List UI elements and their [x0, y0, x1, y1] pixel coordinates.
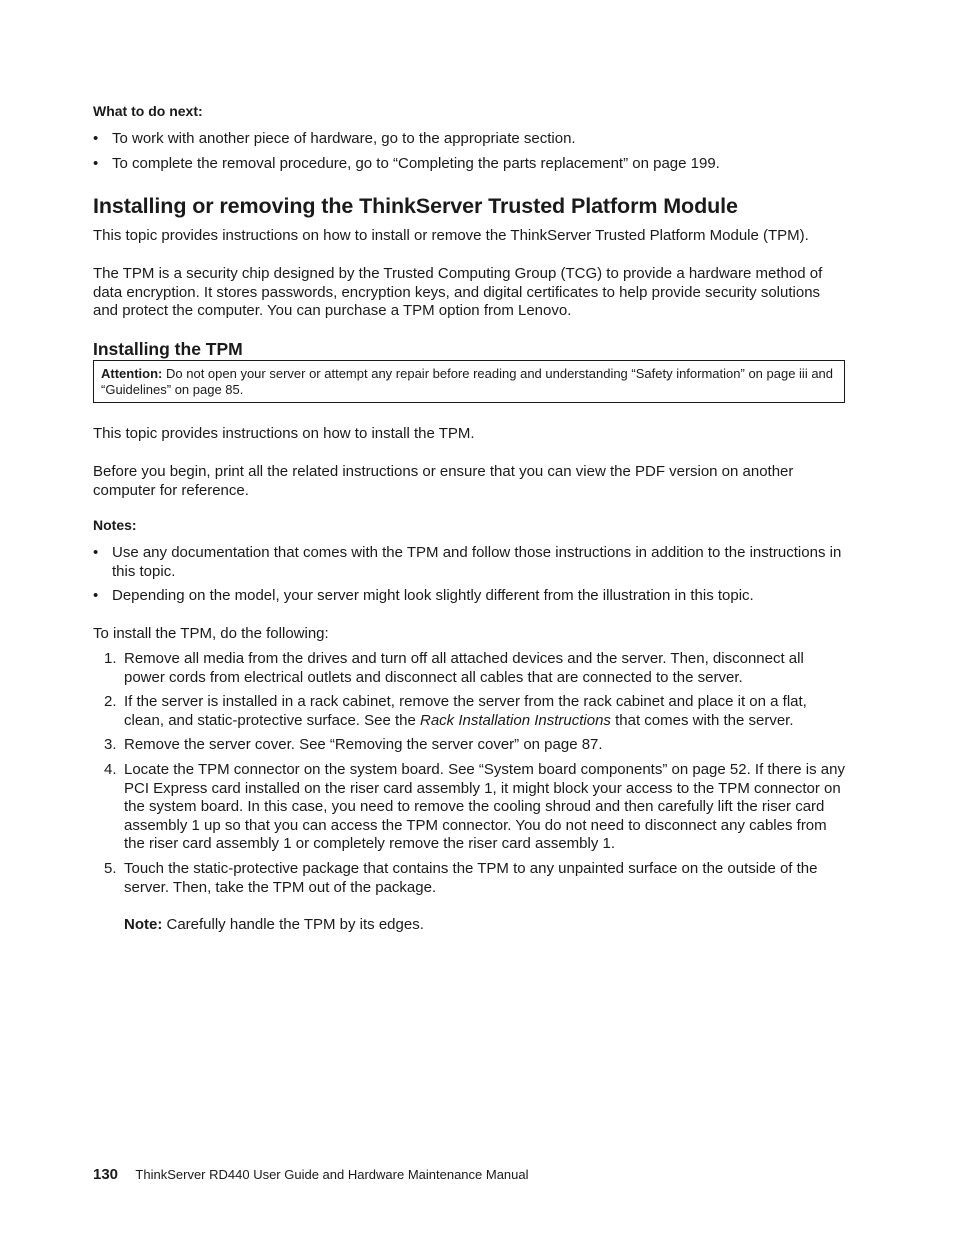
step-number: 2.: [104, 693, 117, 711]
step-text-part: that comes with the server.: [610, 711, 794, 729]
note-label: Note:: [124, 916, 163, 933]
subsection-title: Installing the TPM: [93, 339, 243, 359]
list-item: [93, 130, 845, 149]
bullet-icon: •: [93, 154, 99, 172]
step-number: 3.: [104, 736, 117, 754]
list-item-text: To complete the removal procedure, go to “Completing the parts replacement” on page 199.: [112, 154, 720, 172]
before-you-begin: Before you begin, print all the related instructions or ensure that you can view the PDF version on another computer for reference.: [93, 463, 794, 499]
subsection-intro: This topic provides instructions on how to install the TPM.: [93, 425, 475, 442]
section-intro: This topic provides instructions on how to install or remove the ThinkServer Trusted Platform Module (TPM).: [93, 227, 809, 244]
step-number: 4.: [104, 760, 117, 778]
list-item: [93, 860, 845, 897]
list-item: [93, 693, 845, 730]
section-description: The TPM is a security chip designed by the Trusted Computing Group (TCG) to provide a hardware method of data encryption. It stores passwords, encryption keys, and digital certificates to help provide security solutions and protect the computer. You can purchase a TPM option from Lenovo.: [93, 265, 823, 320]
step-number: 1.: [104, 650, 117, 667]
notes-list: [93, 544, 845, 606]
list-item: [93, 736, 845, 755]
attention-text: Do not open your server or attempt any repair before reading and understanding “Safety information” on page iii and “Guidelines” on page 85.: [101, 366, 834, 397]
step-text: Remove the server cover. See “Removing the server cover” on page 87.: [124, 736, 603, 754]
note-text: Carefully handle the TPM by its edges.: [166, 916, 424, 933]
step-text-part: If the server is installed in a rack cabinet, remove the server from the rack cabinet and place it on a flat, clean, and static-protective surface. See the: [124, 693, 807, 729]
list-item: [93, 544, 845, 581]
steps-intro: To install the TPM, do the following:: [93, 625, 329, 642]
step-text: Locate the TPM connector on the system board. See “System board components” on page 52. If there is any PCI Express card installed on the riser card assembly 1, it might block your access to the TPM connector on the system board. In this case, you need to remove the cooling shroud and then carefully lift the riser card assembly 1 up so that you can access the TPM connector. You do not need to disconnect any cables from the riser card assembly 1 or completely remove the riser card assembly 1.: [124, 760, 845, 853]
attention-label: Attention:: [101, 366, 163, 381]
page-number: 130: [93, 1166, 119, 1183]
step-text: Remove all media from the drives and turn off all attached devices and the server. Then, disconnect all power cords from electrical outlets and disconnect all cables that are connected to the server.: [124, 650, 804, 686]
bullet-icon: •: [93, 587, 99, 605]
list-item-text: Depending on the model, your server might look slightly different from the illustration in this topic.: [112, 587, 754, 605]
page-footer: [93, 1166, 529, 1184]
section-title: Installing or removing the ThinkServer Trusted Platform Module: [93, 194, 738, 218]
step-note: [124, 916, 424, 935]
list-item: [93, 155, 845, 174]
list-item: [93, 587, 845, 606]
manual-title: ThinkServer RD440 User Guide and Hardware Maintenance Manual: [135, 1167, 529, 1182]
next-steps-list: [93, 130, 845, 173]
list-item: [93, 761, 845, 854]
attention-box: [93, 360, 845, 403]
steps-list: [93, 650, 845, 897]
step-number: 5.: [104, 859, 117, 877]
step-text-italic: Rack Installation Instructions: [420, 711, 611, 729]
list-item-text: Use any documentation that comes with the TPM and follow those instructions in addition to the instructions in this topic.: [112, 544, 842, 580]
list-item-text: To work with another piece of hardware, go to the appropriate section.: [112, 130, 576, 147]
bullet-icon: •: [93, 544, 99, 561]
list-item: [93, 650, 845, 687]
step-text: Touch the static-protective package that contains the TPM to any unpainted surface on the outside of the server. Then, take the TPM out of the package.: [124, 859, 818, 896]
bullet-icon: •: [93, 130, 99, 147]
next-steps-heading: What to do next:: [93, 103, 203, 119]
notes-heading: Notes:: [93, 517, 137, 533]
